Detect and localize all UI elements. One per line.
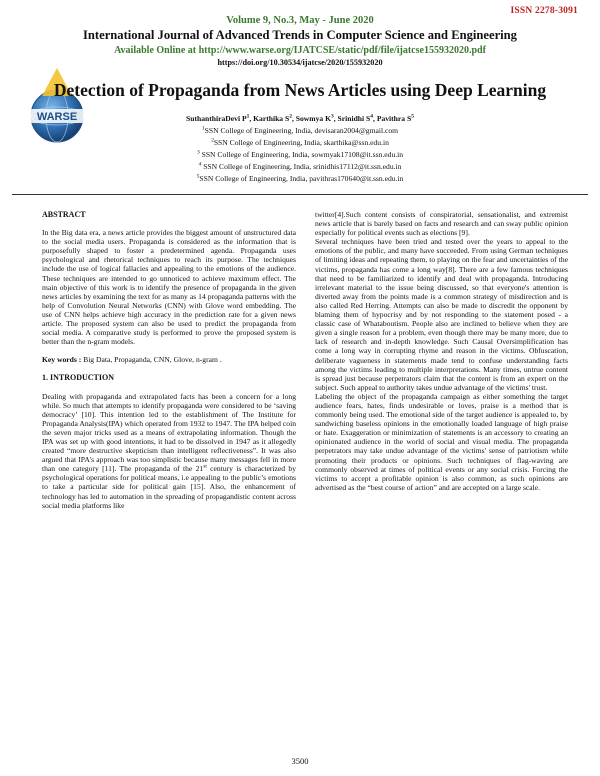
journal-title: International Journal of Advanced Trends in Computer Science and Engineering: [83, 28, 517, 42]
abstract-text: In the Big data era, a news article provides the biggest amount of unstructured data to the social media users. Propaganda is considered as the information that is purposefully shaped to foster a predetermined agenda. Propaganda uses psychological and rhetorical techniques to reach its purpose. The techniques include the use of logical fallacies and appealing to the emotions of the audience. These techniques are intended to go unnoticed to achieve maximum effect. The main objective of this work is to identify the presence of propaganda in the given news articles by examining the text for as many as 14 propaganda patterns with the help of Convolution Neural Networks (CNN) with Glove word embedding. The use of CNN helps achieve high accuracy in the prediction rate for a given news article. The proposed system can also be used to predict the propaganda from social media. A comparative study is performed to prove the proposed system is better than the n-gram models.: [42, 228, 296, 347]
author-list: SuthanthiraDevi $P^1$, Karthika $S^2$, Sowmya $K^3$, Srinidhi $S^4$, Pavithra $S^5$: [186, 113, 414, 123]
doi-link[interactable]: https://doi.org/10.30534/ijatcse/2020/155932020: [217, 58, 383, 67]
author-name: SuthanthiraDevi P: [186, 114, 247, 123]
paper-title: Detection of Propaganda from News Articles using Deep Learning: [53, 80, 547, 100]
available-online-link[interactable]: Available Online at http://www.warse.org/IJATCSE/static/pdf/file/ijatcse155932020.pdf: [114, 45, 486, 56]
affiliation: $^4$ SSN College of Engineering, India, srinidhis17112@it.ssn.edu.in: [198, 161, 402, 171]
page-number: 3500: [291, 756, 309, 766]
body-paragraph: Several techniques have been tried and tested over the years to appeal to the emotions of the public, and many have succeeded. From using German techniques of limiting ideas and repeating them, to playing on the fear and uncertainties of the victims, propaganda has come a long way[8]. There are a few famous techniques that need to be familiarized to identify and deal with propaganda. Introducing irrelevant material to the issue being discussed, so that everyone's attention is diverted away from the points made is a common strategy of misdirection and is also called Red Herring. Attempts can also be made to discredit the opponent by blaming them of hypocrisy and by not responding to the statement posed - a classic case of Whataboutism. People also are inclined to believe when they are given a single reason for a problem, even though there may be many more, due to lack of research and in-depth knowledge. Such Causal Oversimplification has come a long way in corrupting rhyme and reason in the victims. Obfuscation, deliberate vagueness in statements made tend to confuse understanding facts among the victims leading to multiple interpretations. Many times, untrue content is spread just because perpetrators claim that the content is from an expert on the subject. Such appeal to authority takes undue advantage of the victims' trust.: [315, 237, 568, 392]
author-name: Srinidhi S: [337, 114, 371, 123]
left-column: [42, 210, 296, 510]
author-name: Karthika S: [253, 114, 290, 123]
body-paragraph: Labeling the object of the propaganda campaign as either something the target audience fears, hates, finds undesirable or loves, praise is a method that is commonly being used. The emotional side of the target audience is appealed to, by sandwiching baseless opinions in the emotionally loaded language of high praise or hate. Exaggeration or minimization of statements is an accessory to creating an opinionated audience in the world of social and visual media. The propaganda perpetrators may take undue advantage of the victims' sense of patriotism while promoting their products or opinions. Such techniques of flag-waving are commonly observed at times of political events or any social crisis. Forcing the victims to accept a profitable opinion is also common, as such opinions are advertised as the “best course of action” and are accepted on a large scale.: [315, 391, 568, 492]
affiliation: $^2$SSN College of Engineering, India, skarthika@ssn.edu.in: [211, 137, 389, 147]
keywords: Key words : Big Data, Propaganda, CNN, Glove, n-gram .: [42, 355, 222, 365]
introduction-heading: 1. INTRODUCTION: [42, 373, 115, 383]
author-name: Sowmya K: [295, 114, 331, 123]
volume-line: Volume 9, No.3, May - June 2020: [226, 15, 374, 26]
logo-text: WARSE: [36, 111, 78, 123]
abstract-heading: ABSTRACT: [42, 210, 86, 219]
header-divider: [12, 194, 588, 195]
affiliation: $^5$SSN College of Engineering, India, pavithras170640@it.ssn.edu.in: [196, 173, 404, 183]
right-column: [315, 210, 568, 492]
issn-label: ISSN 2278-3091: [510, 6, 578, 16]
affiliation: $^3$ SSN College of Engineering, India, sowmyak17108@it.ssn.edu.in: [196, 149, 404, 159]
body-paragraph: twitter[4].Such content consists of conspiratorial, sensationalist, and extremist news article that is barely based on facts and research and can sway public opinion especially for political events such as elections [9].: [315, 210, 568, 238]
introduction-paragraph: Dealing with propaganda and extrapolated facts has been a concern for a long while. So much that attempts to identify propaganda were considered to be ‘saving democracy’ [10]. This intention led to the establishment of The Institute for Propaganda Analysis(IPA) which operated from 1932 to 1947. The IPA helped coin the seven major tricks used as a means of extrapolating information. Though the IPA was set up with good intentions, it had to be dissolved in 1947 as it allegedly created “more destructive skepticism than intelligent reflectiveness”. It was also argued that IPA's approach was too simplistic because many messages fell in more than one category [11]. The propaganda of the 21st century is characterized by psychological operations for political means, i.e appealing to the public’s emotions to take a particular side for political gain [15]. Also, the enhancement of technology has led to automation in the spreading of propagandistic content across social media platforms like: [42, 391, 296, 510]
author-name: Pavithra S: [376, 114, 412, 123]
affiliation: $^1$SSN College of Engineering, India, devisaran2004@gmail.com: [201, 125, 399, 135]
